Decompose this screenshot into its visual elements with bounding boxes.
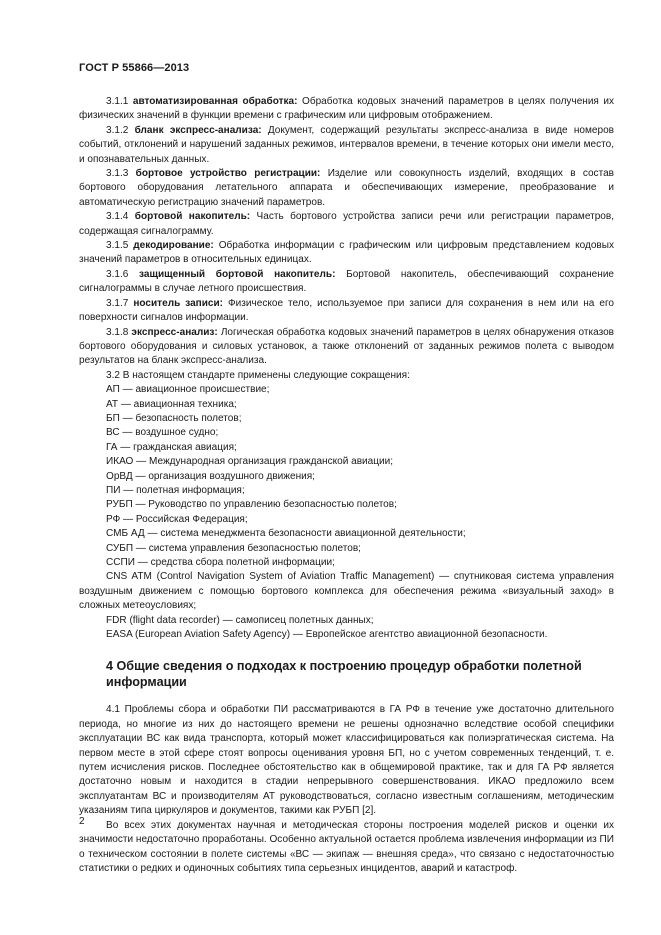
definition-number: 3.1.2	[106, 124, 129, 136]
definition-term: бортовое устройство регистрации:	[135, 168, 321, 180]
definition-text: Физическое тело, используемое при записи для сохранения в нем или на его поверхности сигналов информации.	[79, 297, 614, 324]
definition-item	[79, 95, 614, 124]
section-title: 4 Общие сведения о подходах к построению процедур обработки полетной информации	[106, 659, 582, 689]
abbreviation-item: СМБ АД — система менеджмента безопасности авиационной деятельности;	[106, 528, 466, 540]
definition-item	[79, 297, 614, 326]
definitions-list	[79, 95, 614, 369]
page-number: 2	[79, 816, 85, 827]
definition-text: Документ, содержащий результаты экспресс-анализа в виде номеров событий, отклонений и нарушений заданных режимов, интервалов времени, в течение которых они имели место, и опознавательных данных.	[79, 124, 615, 165]
abbreviation-item: ОрВД — организация воздушного движения;	[106, 470, 315, 482]
definition-term: бланк экспресс-анализа:	[134, 124, 262, 136]
definition-item	[79, 239, 614, 268]
abbreviation-item: CNS ATM (Control Navigation System of Aviation Traffic Management) — спутниковая система управления воздушным движением с помощью бортового комплекса для обеспечения режима «визуальный заход» в сложных метеоусловиях;	[79, 571, 614, 612]
abbreviation-item: СУБП — система управления безопасностью полетов;	[106, 542, 361, 554]
definition-number: 3.1.3	[106, 168, 129, 180]
abbreviation-item: АП — авиационное происшествие;	[106, 384, 270, 396]
abbreviation-item: ВС — воздушное судно;	[106, 427, 219, 439]
definition-text: Часть бортового устройства записи речи или регистрации параметров, содержащая сигналограмму.	[79, 211, 614, 237]
definition-text: Бортовой накопитель, обеспечивающий сохранение сигналограммы в случае летного происшествия.	[79, 268, 615, 295]
definition-term: бортовой накопитель:	[134, 211, 251, 223]
definition-number: 3.1.6	[106, 268, 129, 280]
document-header: ГОСТ Р 55866—2013	[79, 62, 190, 74]
definition-term: экспресс-анализ:	[131, 326, 218, 338]
abbreviation-item: РУБП — Руководство по управлению безопасностью полетов;	[106, 499, 397, 511]
abbreviation-item: РФ — Российская Федерация;	[106, 513, 248, 525]
abbreviation-item: FDR (flight data recorder) — самописец полетных данных;	[106, 614, 374, 626]
definition-item	[79, 167, 614, 210]
definition-text: Обработка информации с графическим или цифровым представлением кодовых значений параметров в относительных единицах.	[79, 240, 615, 266]
definition-term: носитель записи:	[133, 297, 224, 309]
abbreviation-item: ГА — гражданская авиация;	[106, 441, 237, 453]
abbreviation-item: ИКАО — Международная организация гражданской авиации;	[106, 456, 394, 468]
definition-number: 3.1.4	[106, 211, 129, 223]
abbreviation-item: ПИ — полетная информация;	[106, 484, 245, 496]
definition-item	[79, 268, 614, 297]
definition-number: 3.1.7	[106, 297, 129, 309]
abbreviations-intro: 3.2 В настоящем стандарте применены следующие сокращения:	[106, 369, 410, 381]
definition-text: Обработка кодовых значений параметров в целях получения их физических значений в функции времени с графическим или цифровым отображением.	[79, 96, 615, 122]
document-body	[79, 95, 614, 876]
definition-term: декодирование:	[133, 240, 214, 252]
definition-term: автоматизированная обработка:	[132, 96, 298, 107]
body-paragraph: 4.1 Проблемы сбора и обработки ПИ рассматриваются в ГА РФ в течение уже достаточно длительного периода, но многие из них до настоящего времени не решены однозначно вследствие особой специфики эксплуатации ВС как вида транспорта, который может классифицироваться как полиэргатическая система. На первом месте в этой сфере стоят вопросы оценивания уровня БП, но с учетом современных тенденций, т. е. путем исчисления рисков. Последнее обстоятельство как в общемировой практике, так и для ГА РФ является достаточно новым и находится в стадии непрерывного совершенствования. ИКАО предложило всем эксплуатантам ВС и производителям АТ руководствоваться, согласно известным соглашениям, методическим указаниям типа циркуляров и документов, такими как РУБП [2].	[79, 704, 614, 817]
abbreviation-item: БП — безопасность полетов;	[106, 412, 242, 424]
abbreviation-item: ССПИ — средства сбора полетной информации;	[106, 557, 335, 568]
abbreviations-list	[79, 383, 614, 642]
definition-text: Изделие или совокупность изделий, входящих в состав бортового оборудования летательного аппарата и обеспечивающих измерение, преобразование и автоматическую регистрацию значений параметров.	[79, 168, 614, 208]
definition-term: защищенный бортовой накопитель:	[139, 268, 336, 280]
definition-item	[79, 210, 614, 239]
definition-item	[79, 124, 614, 167]
definition-text: Логическая обработка кодовых значений параметров в целях обнаружения отказов бортового оборудования и силовых установок, а также отклонений от заданных режимов полета с выводом результатов на бланк экспресс-анализа.	[79, 326, 615, 367]
definition-item	[79, 326, 614, 369]
definition-number: 3.1.1	[106, 96, 129, 107]
definition-number: 3.1.8	[106, 326, 129, 338]
definition-number: 3.1.5	[106, 240, 129, 252]
abbreviation-item: АТ — авиационная техника;	[106, 398, 237, 410]
body-paragraph: Во всех этих документах научная и методическая стороны построения моделей рисков и оценки их значимости недостаточно проработаны. Особенно актуальной остается проблема извлечения информации из ПИ о техническом состоянии в полете системы «ВС — экипаж — внешняя среда», что связано с недостаточностью статистики о редких и одиночных событиях типа серьезных инцидентов, аварий и катастроф.	[79, 819, 614, 874]
abbreviation-item: EASA (European Aviation Safety Agency) — Европейское агентство авиационной безопасности.	[106, 629, 548, 641]
